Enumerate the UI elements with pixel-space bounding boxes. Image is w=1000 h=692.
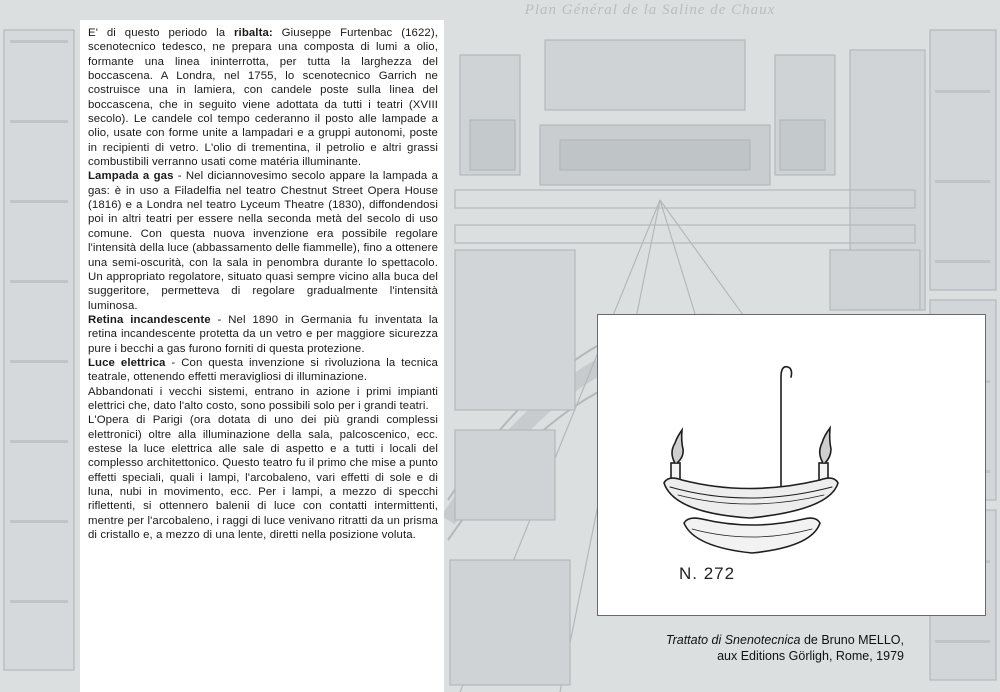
plan-title: Plan Général de la Saline de Chaux: [524, 2, 776, 18]
caption: [560, 632, 904, 664]
paragraph-luce-elettrica: [88, 356, 438, 385]
paragraph-body: - Nel 1890 in Germania fu inventata la retina incandescente protetta da un vetro e per maggiore sicurezza pure i becchi a gas furono forniti di questa protezione.: [88, 313, 438, 355]
paragraph-body: - Con questa invenzione si rivoluziona la tecnica teatrale, ottenendo effetti meravigliosi di illuminazione.: [88, 356, 438, 384]
paragraph-heading: Luce elettrica: [88, 356, 166, 369]
paragraph-body: L'Opera di Parigi (ora dotata di uno dei più grandi complessi elettronici) oltre alla illuminazione della sala, palcoscenico, ecc. estese la luce elettrica alle sale di aspetto e a tutti i locali del complesso architettonico. Questo teatro fu il primo che mise a punto effetti speciali, quali i lampi, l'arcobaleno, vari effetti di sole e di luna, nubi in movimento, ecc. Per i lampi, a mezzo di specchi riflettenti, si ottennero balenii di luce con contatti intermittenti, mentre per l'arcobaleno, i raggi di luce venivano ritratti da un prisma di cristallo e, a mezzo di una lente, diretti nella posizione voluta.: [88, 414, 438, 542]
paragraph-heading: Lampada a gas: [88, 170, 174, 183]
figure-panel: [597, 314, 986, 616]
caption-author: de Bruno MELLO,: [800, 633, 904, 647]
paragraph-lampada-a-gas: [88, 169, 438, 312]
paragraph-body: - Nel diciannovesimo secolo appare la lampada a gas: è in uso a Filadelfia nel teatro Chestnut Street Opera House (1816) e a Londra nel teatro Lyceum Theatre (1830), diffondendosi poi in altri teatri per essere nella seconda metà del secolo di uso comune. Con questa nuova invenzione era possibile regolare l'intensità della luce (abbassamento delle fiammelle), fino a ottenere una semi-oscurità, con la sala in penombra durante lo spettacolo. Un appropriato regolatore, situato quasi sempre vicino alla buca del suggeritore, permetteva di regolare gradualmente l'intensità luminosa.: [88, 170, 438, 312]
paragraph-abbandonati: [88, 385, 438, 414]
paragraph-ribalta: [88, 26, 438, 169]
paragraph-bold-term: ribalta:: [234, 27, 273, 39]
caption-book-title: Trattato di Snenotecnica: [665, 633, 801, 647]
paragraph-body: Giuseppe Furtenbac (1622), scenotecnico tedesco, ne prepara una composta di lumi a olio, formante una linea ininterrotta, per tutta la larghezza del boccascena. A Londra, nel 1755, lo scenotecnico Garrich ne costruisce una in lamiera, con candele poste sulla linea del boccascena, che in seguito viene adottata da tutti i teatri (XVIII secolo). Le candele col tempo cederanno il posto alle lampade a olio, usate con forme unite a lampadari e a gruppi autonomi, poste in recipienti di vetro. L'olio di trementina, il petrolio e altri grassi combustibili verranno usati come matéria illuminante.: [88, 27, 438, 169]
paragraph-opera-di-parigi: [88, 413, 438, 542]
oil-lamp-boat-icon: [598, 315, 987, 617]
paragraph-intro: E' di questo periodo la: [88, 27, 235, 39]
paragraph-body: Abbandonati i vecchi sistemi, entrano in azione i primi impianti elettrici che, dato l'alto costo, sono possibili solo per i grandi teatri.: [88, 385, 438, 412]
figure-number: N. 272: [679, 564, 736, 583]
paragraph-heading: Retina incandescente: [88, 313, 211, 326]
caption-line-2: aux Editions Görligh, Rome, 1979: [717, 649, 904, 663]
text-page: [80, 20, 444, 692]
caption-line-1: [560, 632, 904, 648]
paragraph-retina-incandescente: [88, 313, 438, 356]
